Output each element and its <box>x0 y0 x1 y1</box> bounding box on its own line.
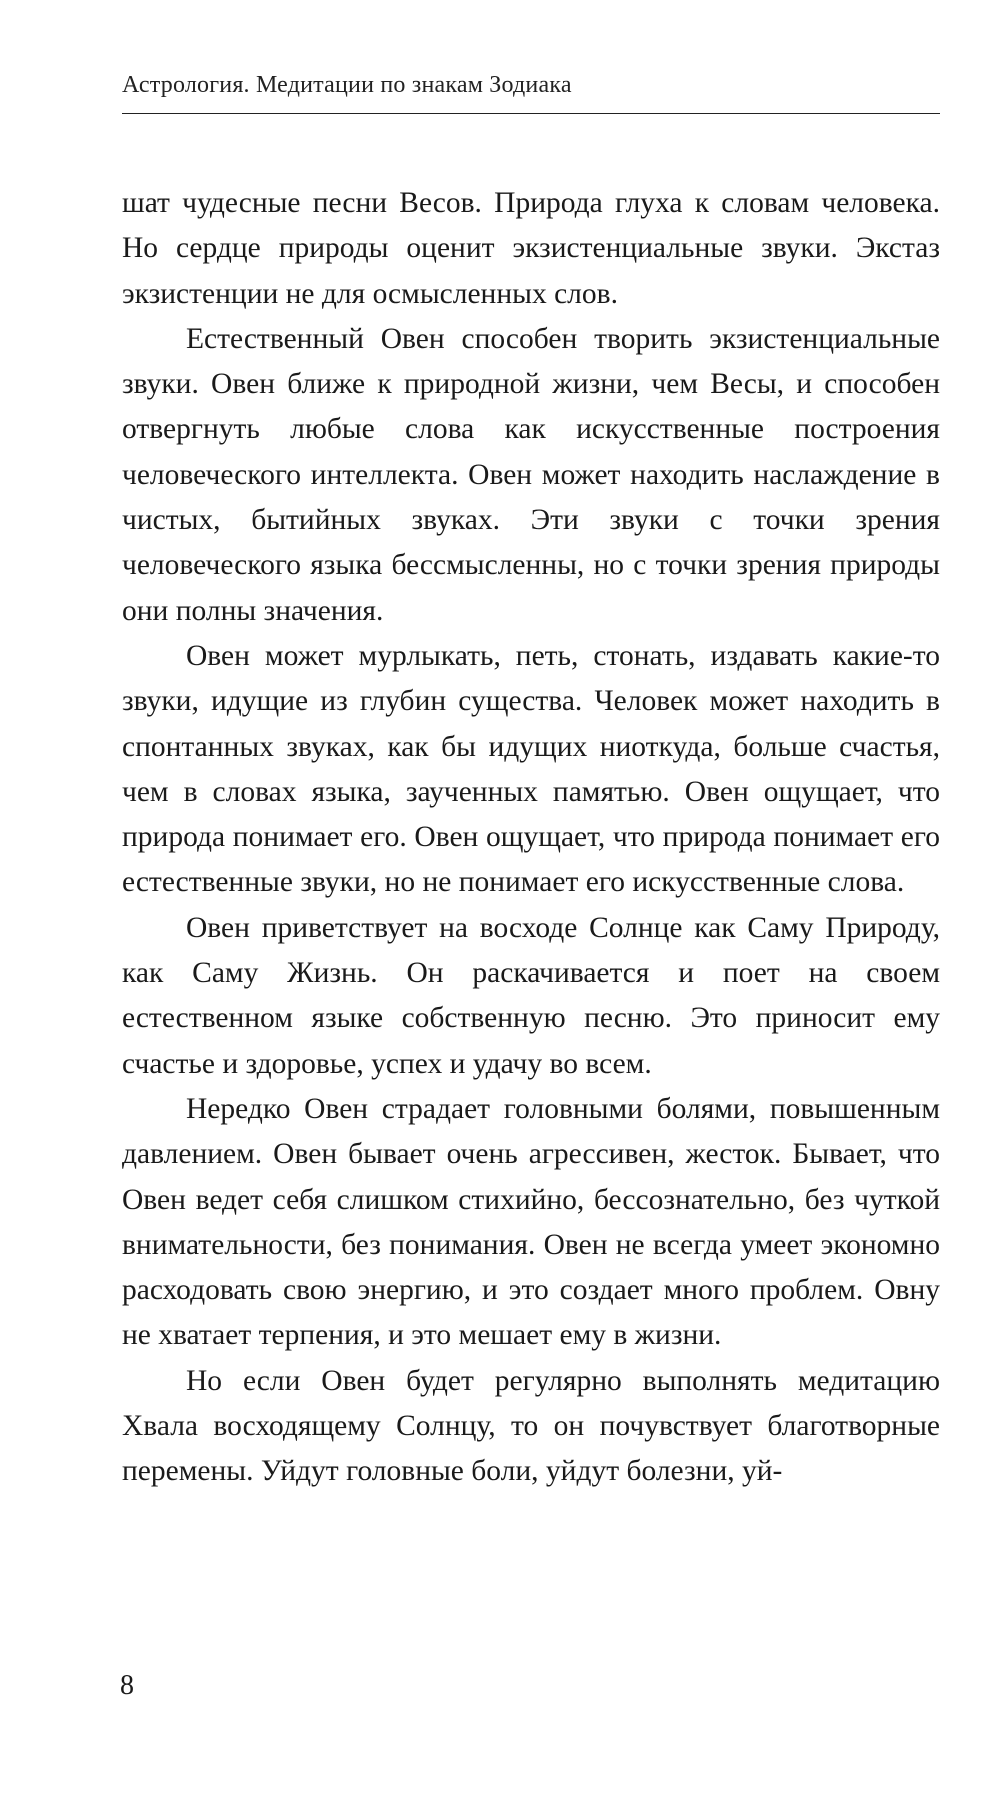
paragraph: Нередко Овен страдает головными болями, повышенным давлением. Овен бывает очень агрессивен, жесток. Бывает, что Овен ведет себя слишком стихийно, бессознательно, без чуткой внимательности, без понимания. Овен не всегда умеет экономно расходовать свою энергию, и это создает много проблем. Овну не хватает терпения, и это мешает ему в жизни. <box>122 1092 940 1352</box>
paragraph: Естественный Овен способен творить экзистенциальные звуки. Овен ближе к природной жизни, чем Весы, и способен отвергнуть любые слова как искусственные построения человеческого интеллекта. Овен может находить наслаждение в чистых, бытийных звуках. Эти звуки с точки зрения человеческого языка бессмысленны, но с точки зрения природы они полны значения. <box>122 322 940 627</box>
paragraph: Но если Овен будет регулярно выполнять медитацию Хвала восходящему Солнцу, то он почувствует благотворные перемены. Уйдут головные боли, уйдут болезни, уй- <box>122 1364 940 1488</box>
paragraph: Овен может мурлыкать, петь, стонать, издавать какие-то звуки, идущие из глубин существа. Человек может находить в спонтанных звуках, как бы идущих ниоткуда, больше счастья, чем в словах языка, заученных памятью. Овен ощущает, что природа понимает его. Овен ощущает, что природа понимает его естественные звуки, но не понимает его искусственные слова. <box>122 639 940 899</box>
running-header: Астрология. Медитации по знакам Зодиака <box>122 72 572 98</box>
paragraph: шат чудесные песни Весов. Природа глуха к словам человека. Но сердце природы оценит экзистенциальные звуки. Экстаз экзистенции не для осмысленных слов. <box>122 187 940 310</box>
page-number: 8 <box>120 1670 134 1701</box>
body-text <box>122 181 940 1495</box>
paragraph: Овен приветствует на восходе Солнце как Саму Природу, как Саму Жизнь. Он раскачивается и поет на своем естественном языке собственную песню. Это приносит ему счастье и здоровье, успех и удачу во всем. <box>122 911 940 1080</box>
header-divider <box>122 113 940 114</box>
